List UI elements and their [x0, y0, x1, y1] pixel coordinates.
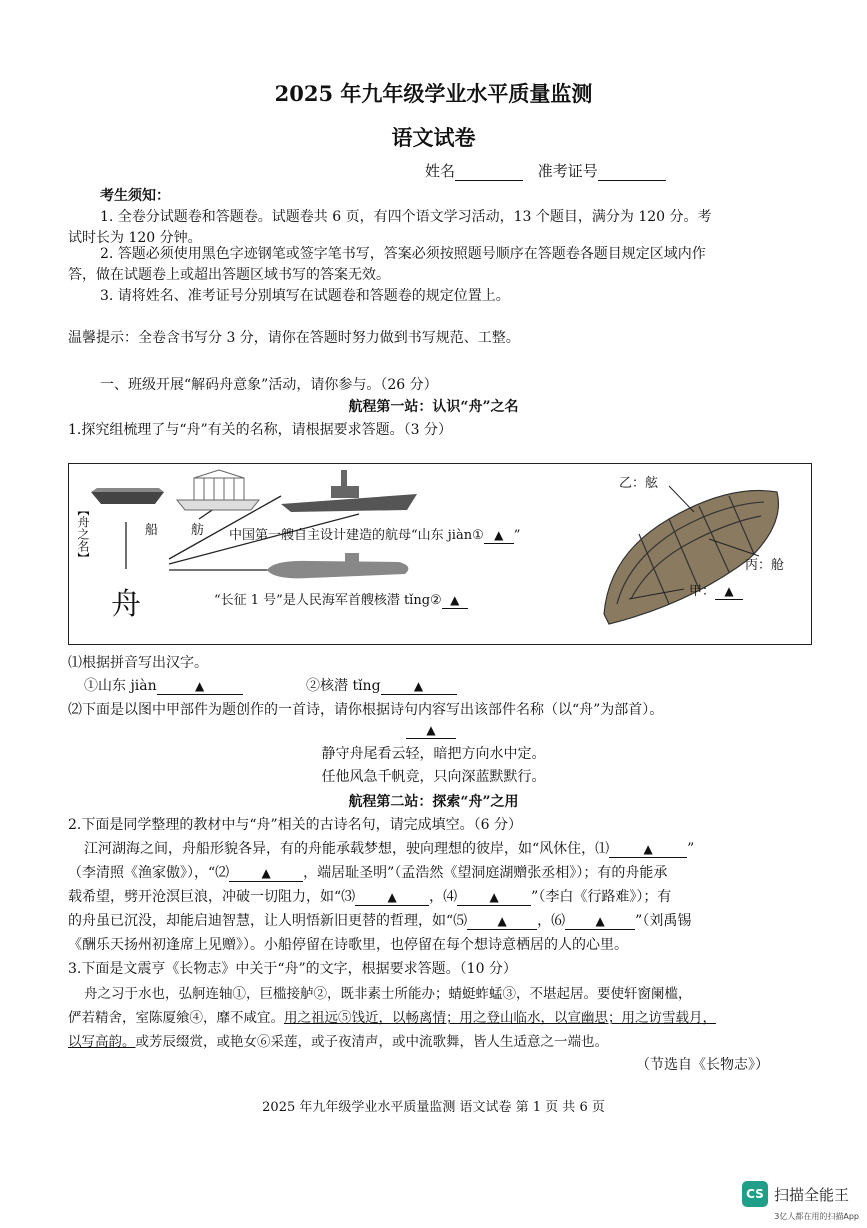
- classical-line-1: 舟之习于水也，弘舸连轴①，巨槛接舻②，既非素士所能办；蜻蜓蚱蜢③，不堪起居。要使轩窗阑槛，: [84, 986, 692, 1002]
- q2-line-3a: 载希望，劈开沧溟巨浪，冲破一切阻力，如“⑶: [68, 889, 356, 905]
- question-2: 2.下面是同学整理的教材中与“舟”相关的古诗名句，请完成填空。（6 分）: [68, 817, 523, 833]
- q2-line-2b: ，端居耻圣明”（孟浩然《望洞庭湖赠张丞相》）；有的舟能承: [303, 865, 668, 881]
- q2-line-4b: ，⑹: [537, 913, 566, 929]
- notice-item-2a: 2. 答题必须使用黑色字迹钢笔或签字笔书写，答案必须按照题号顺序在答题卷各题目规定区域内作: [100, 246, 706, 262]
- station2-heading: 航程第二站：探索“舟”之用: [348, 794, 519, 810]
- notice-item-2b: 答，做在试题卷上或超出答题区域书写的答案无效。: [68, 267, 390, 283]
- section1-heading: 一、班级开展“解码舟意象”活动，请你参与。（26 分）: [100, 377, 438, 393]
- part-jia-label: [689, 580, 743, 600]
- chuan-label: 船: [145, 523, 159, 538]
- triangle-icon: ▲: [450, 593, 460, 607]
- watermark-name: 扫描全能王: [773, 1185, 849, 1204]
- classical-line-2a: 俨若精舍，室陈厦飨④，靡不咸宜。: [68, 1010, 284, 1026]
- carrier-caption-end: ”: [513, 528, 521, 543]
- figure-side-label: 【舟之名】: [76, 504, 90, 564]
- carrier-caption-text: 中国第一艘自主设计建造的航母“山东 jiàn①: [229, 528, 484, 543]
- q1-part1-b: [306, 675, 457, 695]
- figure-drawing: [69, 464, 811, 644]
- q1-part2-blank: [406, 722, 456, 739]
- q2-line-2: [68, 862, 667, 882]
- notice-item-3: 3. 请将姓名、准考证号分别填写在试题卷和答题卷的规定位置上。: [100, 288, 510, 304]
- classical-line-2: [68, 1006, 716, 1026]
- station1-heading: 航程第一站：认识“舟”之名: [348, 399, 519, 415]
- part-yi-label: 乙：舷: [619, 476, 659, 491]
- fang-label: 舫: [191, 523, 205, 538]
- poem-line-1: 静守舟尾看云轻，暗把方向水中定。: [321, 746, 546, 762]
- question-1: 1.探究组梳理了与“舟”有关的名称，请根据要求答题。（3 分）: [68, 422, 453, 438]
- part-bing-label: 丙：舱: [745, 558, 785, 573]
- scanner-watermark: [742, 1181, 849, 1207]
- triangle-icon: ▲: [261, 866, 271, 880]
- poem-line-2: 任他风急千帆竞，只向深蓝默默行。: [321, 769, 546, 785]
- camscanner-logo-icon: CS: [742, 1181, 768, 1207]
- q2-line-3: [68, 886, 671, 906]
- exam-subtitle: 语文试卷: [391, 125, 476, 150]
- notice-heading: 考生须知：: [100, 188, 170, 204]
- q2-line-5: 《酬乐天扬州初逢席上见赠》）。小船停留在诗歌里，也停留在每个想诗意栖居的人的心里。: [68, 937, 628, 953]
- triangle-icon: ▲: [413, 679, 424, 693]
- question-3: 3.下面是文震亨《长物志》中关于“舟”的文字，根据要求答题。（10 分）: [68, 961, 517, 977]
- triangle-icon: ▲: [595, 914, 605, 928]
- triangle-icon: ▲: [643, 842, 653, 856]
- q2-line-2a: （李清照《渔家傲》），“⑵: [68, 865, 230, 881]
- q2-line-3b: ，⑷: [429, 889, 458, 905]
- triangle-icon: ▲: [724, 584, 734, 598]
- q2-line-1b: ”: [687, 841, 695, 857]
- name-blank: [455, 162, 523, 181]
- carrier-caption: [229, 524, 520, 544]
- triangle-icon: ▲: [195, 679, 205, 693]
- classical-underlined-2: 用之祖远⑤饯近，以畅离情；用之登山临水，以宣幽思；用之访雪载月，: [284, 1010, 716, 1026]
- watermark-subtitle: 3亿人都在用的扫描App: [774, 1212, 859, 1221]
- triangle-icon: ▲: [497, 914, 507, 928]
- classical-underlined-3: 以写高韵。: [68, 1034, 136, 1050]
- candidate-info: [425, 160, 666, 181]
- part-jia-text: 甲：: [689, 584, 716, 599]
- page-footer: 2025 年九年级学业水平质量监测 语文试卷 第 1 页 共 6 页: [262, 1100, 605, 1115]
- notice-item-1a: 1. 全卷分试题卷和答题卷。试题卷共 6 页，有四个语文学习活动，13 个题目，满分为 120 分。考: [100, 209, 712, 225]
- triangle-icon: ▲: [426, 723, 436, 737]
- exam-title: 2025 年九年级学业水平质量监测: [274, 81, 593, 106]
- id-label: 准考证号: [537, 162, 598, 180]
- triangle-icon: ▲: [387, 890, 397, 904]
- triangle-icon: ▲: [494, 528, 504, 542]
- name-label: 姓名: [425, 162, 456, 180]
- boat-names-figure: [68, 463, 812, 645]
- q1-part1-a-label: ①山东 jiàn: [84, 678, 157, 694]
- q2-line-3c: ”（李白《行路难》）；有: [531, 889, 672, 905]
- q2-line-1a: 江河湖海之间，舟船形貌各异，有的舟能承载梦想，驶向理想的彼岸，如“风休住，⑴: [84, 841, 610, 857]
- submarine-caption-text: “长征 1 号”是人民海军首艘核潜 tǐng②: [214, 593, 442, 608]
- q2-line-4: [68, 910, 691, 930]
- submarine-caption: [214, 589, 468, 609]
- triangle-icon: ▲: [489, 890, 499, 904]
- notice-item-1b: 试时长为 120 分钟。: [68, 230, 202, 246]
- zhou-character: 舟: [111, 587, 141, 622]
- classical-line-3: [68, 1030, 608, 1050]
- q2-line-4a: 的舟虽已沉没，却能启迪智慧，让人明悟新旧更替的哲理，如“⑸: [68, 913, 468, 929]
- q1-part1: ⑴根据拼音写出汉字。: [68, 655, 208, 671]
- q1-part1-b-label: ②核潜 tǐng: [306, 678, 381, 694]
- q1-part2: ⑵下面是以图中甲部件为题创作的一首诗，请你根据诗句内容写出该部件名称（以“舟”为部首）。: [68, 702, 664, 718]
- q2-line-1: [84, 838, 694, 858]
- warm-tip: 温馨提示：全卷含书写分 3 分，请你在答题时努力做到书写规范、工整。: [68, 330, 520, 346]
- q1-part1-a: [84, 675, 243, 695]
- classical-line-3b: 或芳辰缀赏，或艳女⑥采莲，或子夜清声，或中流歌舞，皆人生适意之一端也。: [135, 1034, 608, 1050]
- q2-line-4c: ”（刘禹锡: [635, 913, 692, 929]
- classical-source: （节选自《长物志》）: [636, 1057, 769, 1073]
- id-blank: [598, 162, 666, 181]
